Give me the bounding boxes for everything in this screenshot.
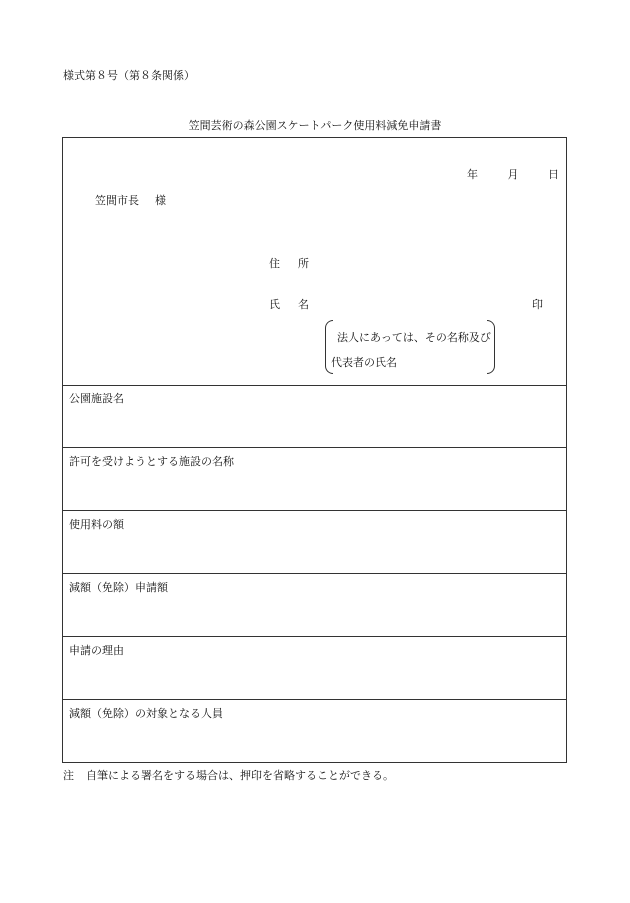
corporation-note-line-1: 法人にあっては、その名称及び (337, 331, 491, 344)
footnote-mark: 注 (63, 769, 74, 782)
field-row-reason (63, 637, 566, 700)
date-year-label: 年 (467, 168, 478, 181)
name-label (269, 299, 309, 310)
field-row-reduction-amount (63, 574, 566, 637)
date-day-label: 日 (548, 168, 559, 181)
field-label: 使用料の額 (69, 518, 124, 531)
address-label-char-1: 住 (269, 257, 280, 270)
name-label-char-1: 氏 (269, 298, 280, 311)
address-label (269, 258, 309, 269)
name-label-char-2: 名 (298, 298, 309, 311)
field-label: 減額（免除）の対象となる人員 (69, 707, 223, 720)
field-label: 減額（免除）申請額 (69, 581, 168, 594)
application-form-table (62, 137, 567, 763)
field-row-target-persons (63, 700, 566, 763)
corporation-note (325, 320, 495, 374)
addressee (95, 195, 166, 206)
date-month-label: 月 (507, 168, 519, 181)
seal-mark: 印 (532, 298, 543, 311)
applicant-section (63, 138, 566, 386)
field-label: 申請の理由 (69, 644, 124, 657)
corporation-note-line-2: 代表者の氏名 (331, 356, 397, 369)
field-row-park-facility (63, 385, 566, 448)
addressee-honorific: 様 (155, 194, 166, 207)
field-label: 許可を受けようとする施設の名称 (69, 455, 234, 468)
date-line (467, 169, 559, 180)
address-label-char-2: 所 (298, 257, 309, 270)
addressee-name: 笠間市長 (95, 194, 139, 207)
document-title: 笠間芸術の森公園スケートパーク使用料減免申請書 (188, 119, 442, 132)
field-row-facility-name (63, 448, 566, 511)
field-row-fee-amount (63, 511, 566, 574)
footnote (63, 770, 394, 781)
footnote-text: 自筆による署名をする場合は、押印を省略することができる。 (86, 769, 394, 782)
form-number: 様式第８号（第８条関係） (63, 69, 195, 82)
field-label: 公園施設名 (69, 392, 124, 405)
